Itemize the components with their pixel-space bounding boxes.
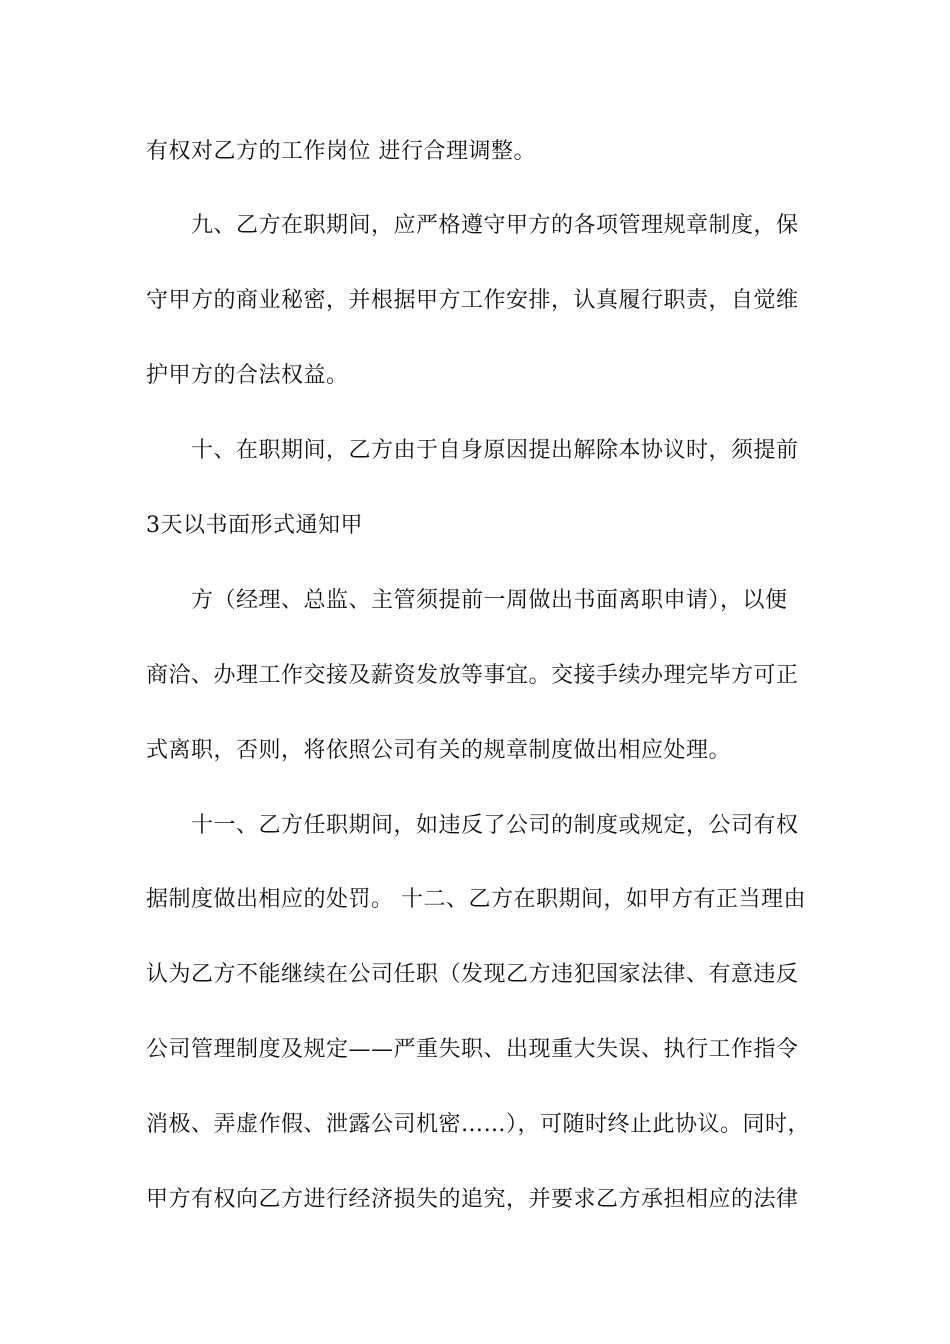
text-line: 护甲方的合法权益。 xyxy=(146,363,349,388)
text-line: 方（经理、总监、主管须提前一周做出书面离职申请），以便 xyxy=(191,588,788,613)
text-line: 商洽、办理工作交接及薪资发放等事宜。交接手续办理完毕方可正 xyxy=(146,663,799,688)
text-line: 式离职，否则，将依照公司有关的规章制度做出相应处理。 xyxy=(146,738,732,763)
text-line: 3天以书面形式通知甲 xyxy=(146,513,363,538)
text-line: 守甲方的商业秘密，并根据甲方工作安排，认真履行职责，自觉维 xyxy=(146,288,799,313)
text-line: 公司管理制度及规定——严重失职、出现重大失误、执行工作指令 xyxy=(146,1037,799,1062)
text-line: 有权对乙方的工作岗位 进行合理调整。 xyxy=(146,139,536,164)
clause-12-line: 据制度做出相应的处罚。 十二、乙方在职期间，如甲方有正当理由 xyxy=(146,887,806,912)
clause-11-line: 十一、乙方任职期间，如违反了公司的制度或规定，公司有权 xyxy=(191,813,799,838)
text-line: 甲方有权向乙方进行经济损失的追究，并要求乙方承担相应的法律 xyxy=(146,1187,799,1212)
text-line: 认为乙方不能继续在公司任职（发现乙方违犯国家法律、有意违反 xyxy=(146,962,799,987)
clause-10-line: 十、在职期间，乙方由于自身原因提出解除本协议时，须提前 xyxy=(191,438,799,463)
text-line: 消极、弄虚作假、泄露公司机密……），可随时终止此协议。同时， xyxy=(146,1112,811,1137)
clause-9-line: 九、乙方在职期间，应严格遵守甲方的各项管理规章制度，保 xyxy=(191,213,799,238)
